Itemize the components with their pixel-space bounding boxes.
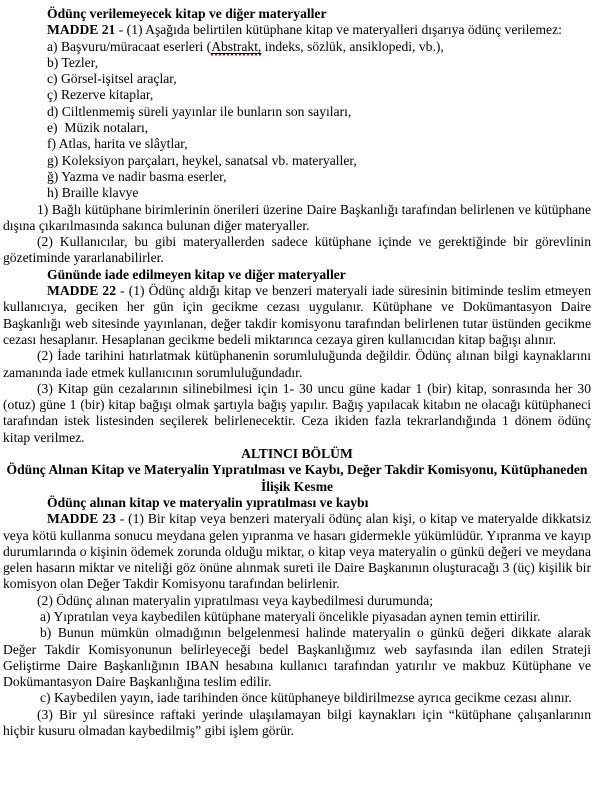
paragraph-madde-22-2: (2) İade tarihini hatırlatmak kütüphanenin sorumluluğunda değildir. Ödünç alınan bilgi kaynaklarını zamanında iade etmek kullanıcının sorumluluğundadır. [3, 348, 591, 380]
list-item-gg: ğ) Yazma ve nadir basma eserler, [47, 168, 227, 184]
list-item-e: e) Müzik notaları, [47, 120, 149, 136]
misspelled-word: Abstrakt, [211, 38, 262, 54]
list-item-cc: ç) Rezerve kitaplar, [47, 87, 154, 103]
article-number: MADDE 23 [47, 511, 116, 527]
paragraph-madde-22-3: (3) Kitap gün cezalarının silinebilmesi için 1- 30 uncu güne kadar 1 (bir) kitap, sonrasında her 30 (otuz) güne 1 (bir) kitap bağışı olmak şartıyla bağış yapılır. Bağış yapılacak kitabın ne olacağı kütüphaneci tarafından istek listesinden seçilerek belirlenecektir. Ceza ikiden fazla tekrarlandığında 1 dönem ödünç kitap verilmez. [3, 380, 591, 445]
paragraph-madde-23-2: (2) Ödünç alınan materyalin yıpratılması veya kaybedilmesi durumunda; [37, 592, 433, 608]
list-item-g: g) Koleksiyon parçaları, heykel, sanatsal vb. materyaller, [47, 152, 357, 168]
article-text: - (1) Ödünç aldığı kitap ve benzeri materyali iade süresinin bitiminde teslim etmeyen kullanıcıya, geciken her gün için gecikme cezası uygulanır. Kütüphane ve Dokümantasyon Daire Başkanlığı web sitesinde yayınlanan, değer takdir komisyonu tarafından belirlenen tutar üstünden gecikme cezası hesaplanır. Hesaplanan gecikme bedeli miktarınca cezaya giren kullanıcıdan kitap bağışı alınır. [3, 283, 592, 347]
paragraph-madde-23-2c: c) Kaybedilen yayın, iade tarihinden önce kütüphaneye bildirilmezse ayrıca gecikme cezası alınır. [40, 690, 572, 706]
paragraph-madde-23-3: (3) Bir yıl süresince raftaki yerinde ulaşılamayan bilgi kaynakları için “kütüphane çalışanlarının hiçbir kusuru olmadan kaybedilmiş” gibi işlem görür. [3, 706, 591, 739]
article-text: - (1) Aşağıda belirtilen kütüphane kitap ve materyalleri dışarıya ödünç verilemez: [115, 22, 562, 38]
list-item-c: c) Görsel-işitsel araçlar, [47, 71, 177, 87]
article-paragraph-madde-23 [3, 511, 591, 592]
article-number: MADDE 21 [47, 22, 116, 38]
list-item-f: f) Atlas, harita ve slâytlar, [47, 136, 188, 152]
paragraph-madde-21-2: (2) Kullanıcılar, bu gibi materyallerden sadece kütüphane içinde ve gerektiğinde bir görevlinin gözetiminde yararlanabilirler. [3, 234, 591, 266]
section-heading: Gününde iade edilmeyen kitap ve diğer materyaller [47, 266, 346, 282]
list-item-b: b) Tezler, [47, 54, 99, 70]
chapter-title: ALTINCI BÖLÜM [241, 446, 353, 462]
article-paragraph-madde-21 [3, 22, 591, 38]
chapter-subtitle: Ödünç Alınan Kitap ve Materyalin Yıpratılması ve Kaybı, Değer Takdir Komisyonu, Kütüphaneden İlişik Kesme [6, 462, 588, 494]
list-item-text: a) Başvuru/müracaat eserleri ( [47, 38, 212, 54]
list-item-a [3, 39, 591, 55]
list-item-d: d) Ciltlenmemiş süreli yayınlar ile bunların son sayıları, [47, 103, 352, 119]
article-paragraph-madde-22 [3, 283, 591, 348]
section-heading: Ödünç verilemeyecek kitap ve diğer materyaller [47, 6, 327, 21]
article-number: MADDE 22 [47, 283, 117, 299]
list-item-h: h) Braille klavye [47, 185, 139, 201]
paragraph-madde-23-2a: a) Yıpratılan veya kaybedilen kütüphane materyali öncelikle piyasadan aynen temin ettirilir. [40, 608, 541, 624]
paragraph-madde-23-2b: b) Bunun mümkün olmadığının belgelenmesi halinde materyalin o günkü değeri dikkate alarak Değer Takdir Komisyonunun belirleyeceği bedel Başkanlığımız web sayfasında ilan edilen Strateji Geliştirme Daire Başkanlığının IBAN hesabına kullanıcı tarafından yatırılır ve makbuz Kütüphane ve Dokümantasyon Daire Başkanlığına teslim edilir. [3, 625, 591, 690]
paragraph-other-materials: 1) Bağlı kütüphane birimlerinin önerileri üzerine Daire Başkanlığı tarafından belirlenen ve kütüphane dışına çıkarılmasında sakınca bulunan diğer materyaller. [3, 201, 591, 233]
section-heading: Ödünç alınan kitap ve materyalin yıpratılması ve kaybı [47, 494, 369, 510]
article-text: - (1) Bir kitap veya benzeri materyali ödünç alan kişi, o kitap ve materyalde dikkatsiz veya kötü kullanma sonucu meydana gelen yıpranma ve hasarı gidermekle yükümlüdür. Yıpranma ve kayıp durumlarında o kişinin ödemek zorunda olduğu miktar, o kitap veya materyalin o günkü değeri ve meydana gelen hasarın miktar ve niteliği göz önüne alınmak sureti ile Daire Başkanının oluşturacağı 3 (üç) kişilik bir komisyon olan Değer Takdir Komisyonu tarafından belirlenir. [3, 511, 592, 592]
list-item-text: indeks, sözlük, ansiklopedi, vb.), [261, 38, 444, 54]
